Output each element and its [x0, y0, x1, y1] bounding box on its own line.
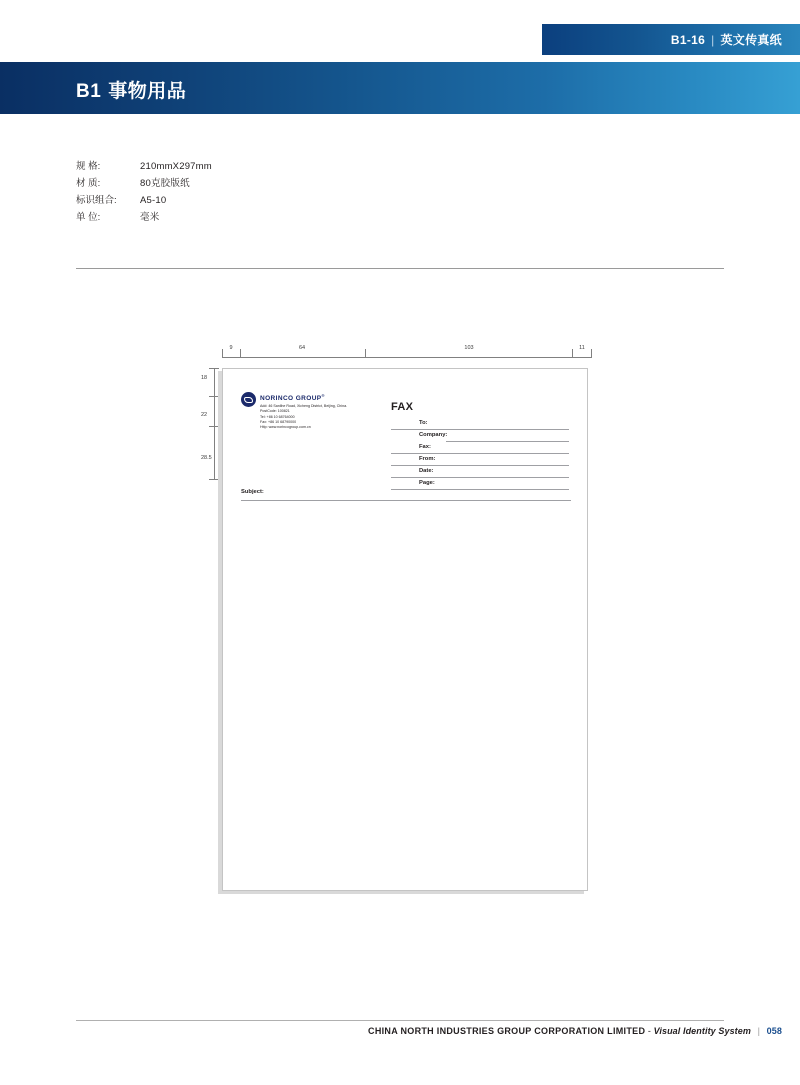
fax-sheet-artwork: [222, 368, 588, 891]
fax-field-rule: [391, 429, 569, 430]
dimension-label: 11: [579, 345, 585, 351]
spec-label: 规 格:: [76, 161, 101, 172]
address-line: Add: 46 Sanlihe Road, Xicheng District, Beijing, China.: [260, 404, 348, 409]
ruler-tick: [591, 349, 592, 358]
dimension-label: 64: [298, 345, 306, 351]
fax-field-rule: [391, 477, 569, 478]
address-line: Tel: +86 10 68764000: [260, 414, 295, 419]
fax-field-rule: [446, 441, 569, 442]
logo-wordmark-text: NORINCO GROUP: [260, 395, 322, 403]
ruler-tick: [209, 368, 219, 369]
footer-divider: [76, 1020, 724, 1021]
content-divider: [76, 268, 724, 269]
logo-text-column: [260, 392, 347, 430]
footer-brand: CHINA NORTH INDUSTRIES GROUP CORPORATION LIMITED: [368, 1026, 646, 1036]
page-title-number: B1: [76, 81, 102, 102]
subject-rule: [241, 500, 571, 501]
logo-block: [241, 392, 347, 430]
dimension-label: 28.5: [201, 455, 212, 461]
spec-value: 210mmX297mm: [140, 161, 212, 172]
spec-value: 毫米: [140, 212, 160, 223]
section-name: 英文传真纸: [720, 33, 782, 47]
spec-row: [76, 158, 212, 175]
dimension-label: 9: [229, 345, 233, 351]
ruler-tick: [572, 349, 573, 358]
section-code: B1-16: [670, 33, 706, 47]
address-line: Http: www.norincogroup.com.cn: [260, 424, 311, 429]
fax-field-list: [391, 419, 569, 491]
dimension-label: 18: [201, 375, 208, 381]
company-address-block: [260, 404, 347, 430]
ruler-tick: [240, 349, 241, 358]
section-header: [671, 31, 782, 48]
spec-value: A5-10: [140, 195, 167, 206]
specification-list: [76, 158, 212, 226]
dimension-label: 22: [201, 412, 208, 418]
spec-label: 单 位:: [76, 212, 101, 223]
dimension-ruler-left: [200, 368, 218, 480]
fax-field-rule: [391, 489, 569, 490]
page-footer: [368, 1026, 782, 1036]
trademark-symbol: ®: [321, 393, 325, 398]
spec-row: [76, 175, 212, 192]
page-title-text: 事物用品: [108, 81, 187, 102]
fax-field-rule: [391, 465, 569, 466]
ruler-tick: [222, 349, 223, 358]
dimension-ruler-top: [222, 345, 592, 361]
subject-label: Subject:: [241, 489, 264, 495]
ruler-line: [214, 368, 215, 480]
spec-label: 标识组合:: [76, 195, 117, 206]
fax-field-row: [391, 443, 569, 455]
fax-field-row: [391, 479, 569, 491]
footer-separator: |: [757, 1026, 761, 1036]
fax-field-rule: [391, 453, 569, 454]
ruler-tick: [365, 349, 366, 358]
fax-field-row: [391, 431, 569, 443]
fax-field-label: Date:: [419, 468, 434, 474]
norinco-logo-icon: [241, 392, 256, 407]
fax-field-label: Fax:: [419, 444, 431, 450]
spec-row: [76, 209, 212, 226]
footer-system: Visual Identity System: [653, 1026, 751, 1036]
page-title: [76, 76, 186, 103]
dimension-label: 103: [464, 345, 474, 351]
address-line: Fax: +86 10 68790000: [260, 419, 297, 424]
footer-page-number: 058: [766, 1026, 782, 1036]
fax-heading: FAX: [391, 401, 414, 413]
fax-field-label: From:: [419, 456, 436, 462]
fax-field-row: [391, 419, 569, 431]
fax-field-label: Company:: [419, 432, 448, 438]
fax-field-row: [391, 455, 569, 467]
spec-label: 材 质:: [76, 178, 101, 189]
logo-wordmark: [260, 393, 347, 402]
fax-field-label: To:: [419, 420, 428, 426]
fax-field-label: Page:: [419, 480, 435, 486]
ruler-line: [222, 357, 592, 358]
footer-dash: -: [647, 1026, 651, 1036]
top-header-bar: [0, 0, 800, 62]
fax-field-row: [391, 467, 569, 479]
spec-row: [76, 192, 212, 209]
address-line: PostCode: 100821: [260, 409, 290, 414]
section-separator: |: [711, 33, 715, 47]
spec-value: 80克胶版纸: [140, 178, 190, 189]
